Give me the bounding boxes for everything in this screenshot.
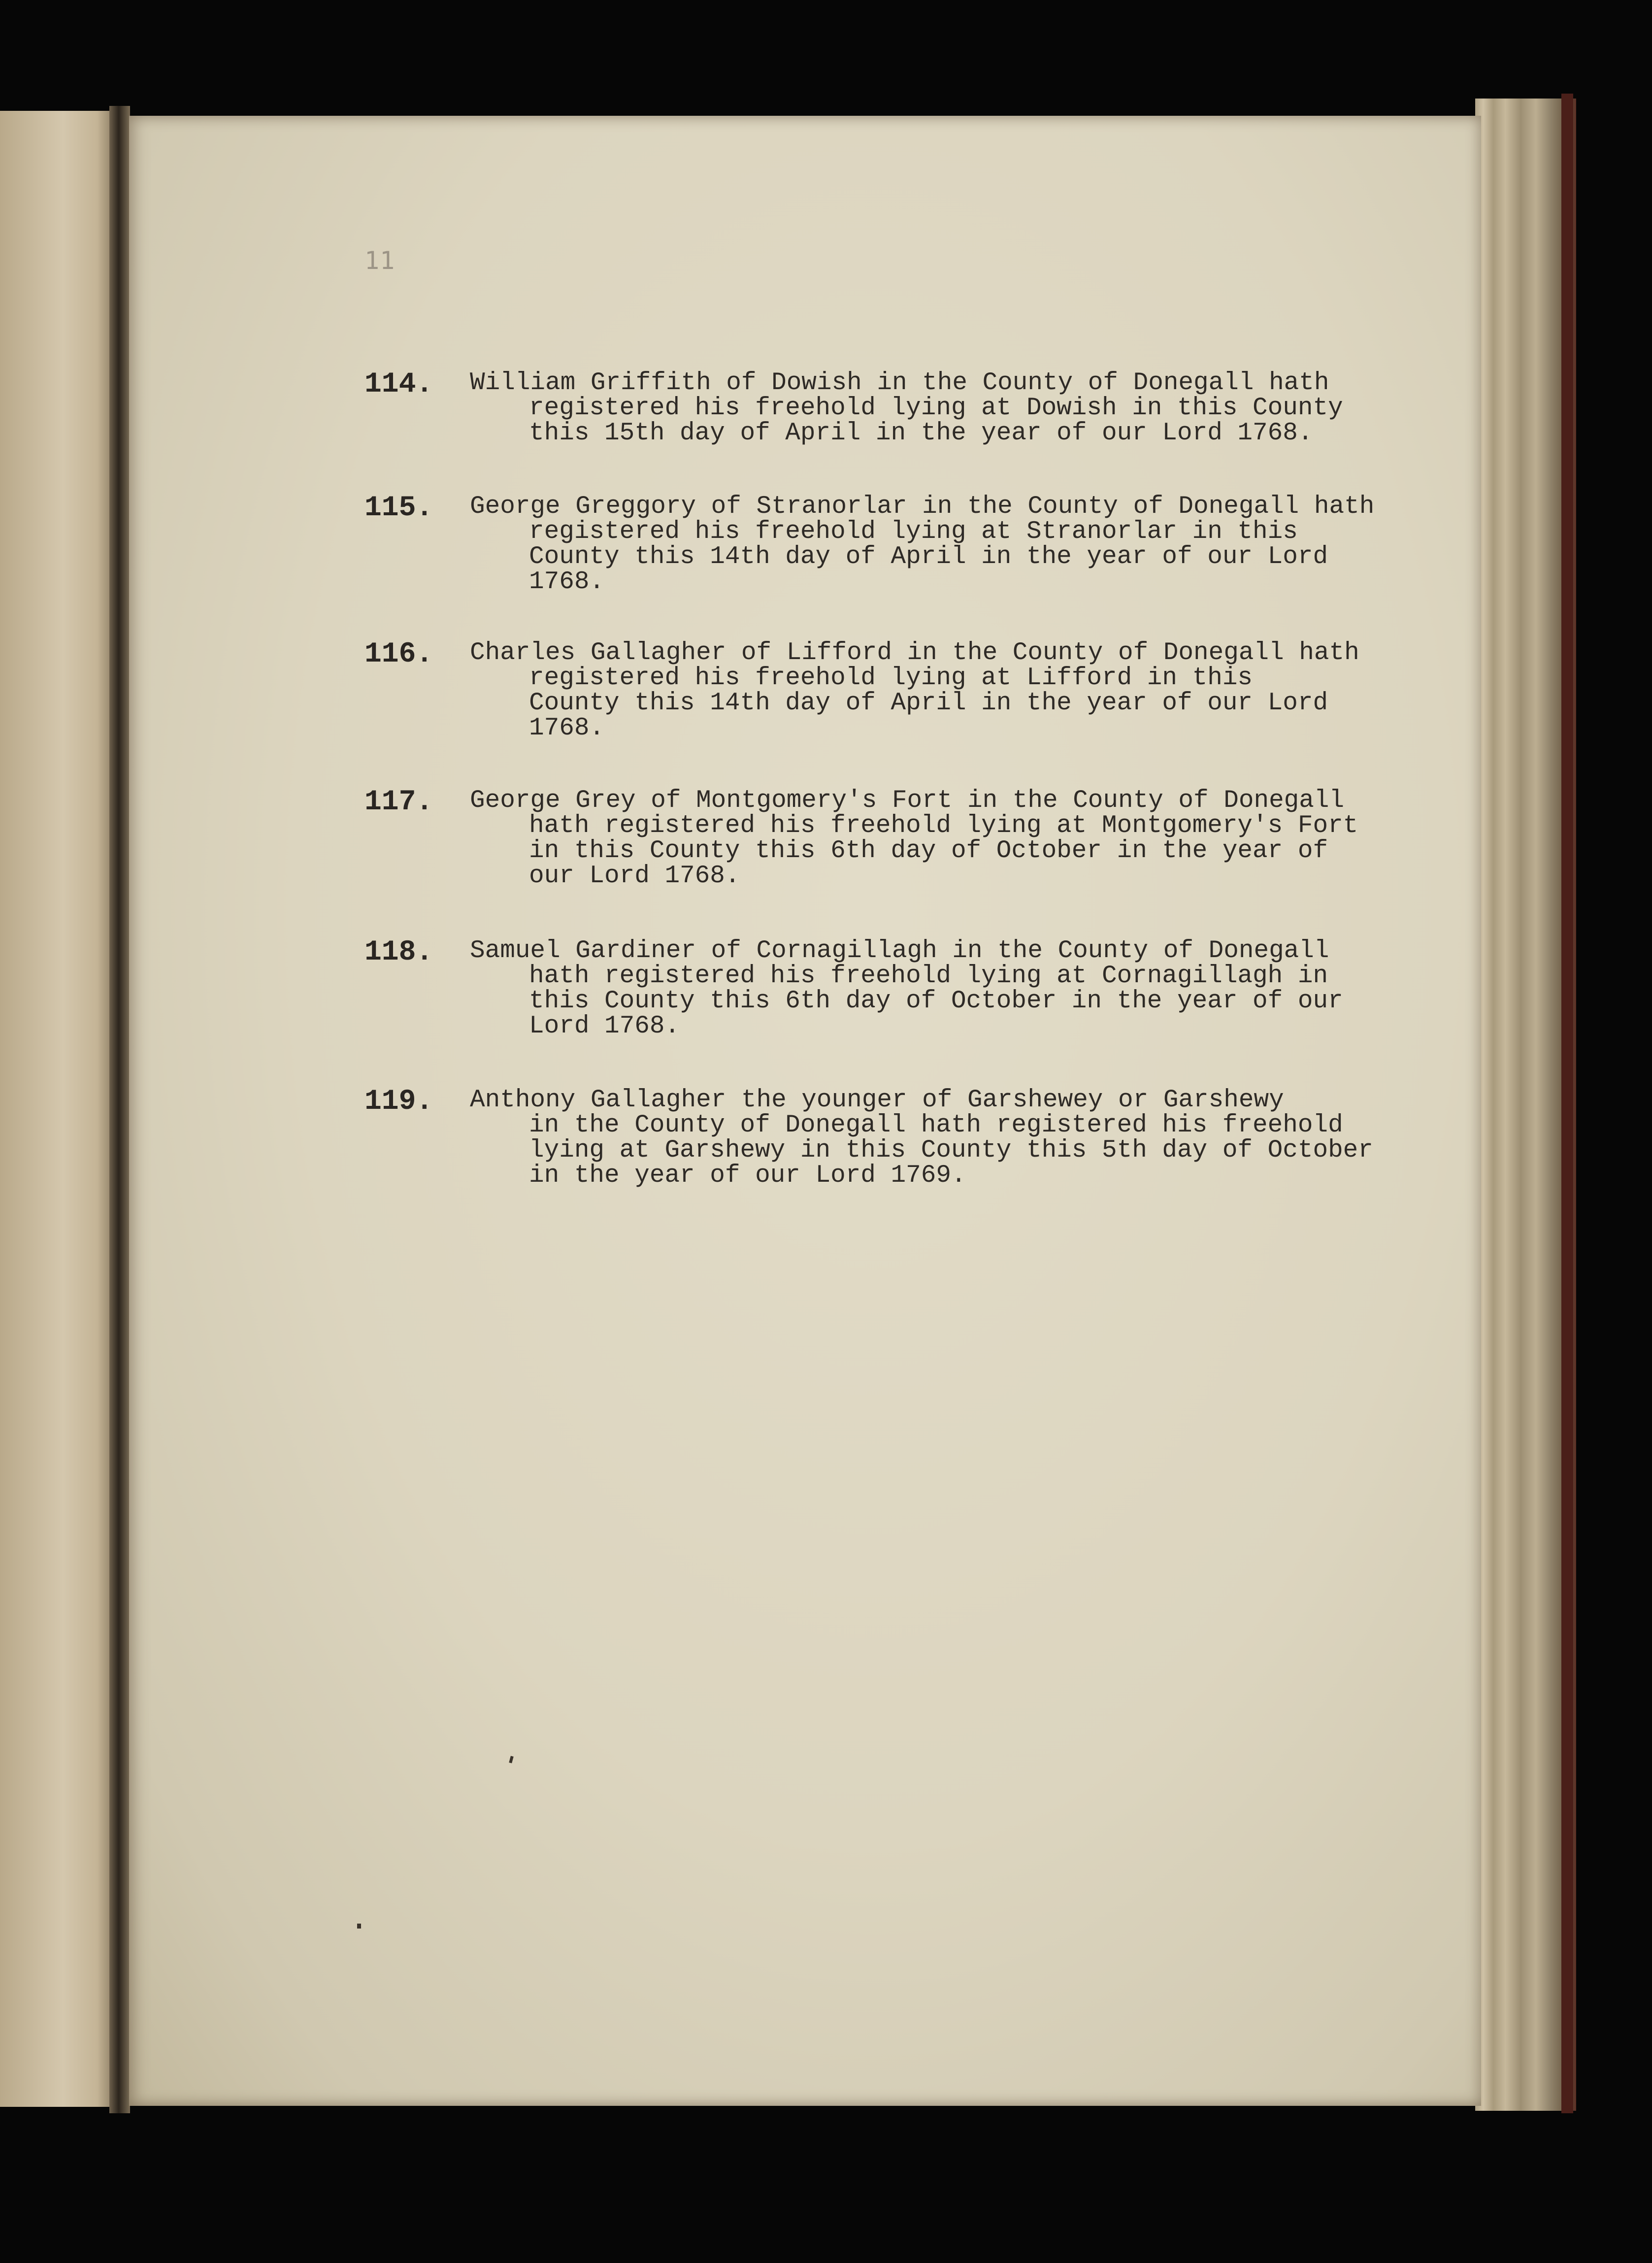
entry-line: this County this 6th day of October in the year of our <box>529 987 1343 1015</box>
entry-line: 1768. <box>529 714 605 742</box>
entry-line: hath registered his freehold lying at Cornagillagh in <box>529 962 1328 990</box>
entry-line: County this 14th day of April in the year of our Lord <box>529 689 1328 717</box>
left-page-edge <box>0 111 114 2107</box>
entry-line: 1768. <box>529 568 605 596</box>
entry-line: Samuel Gardiner of Cornagillagh in the County of Donegall <box>470 937 1329 965</box>
entry-number: 118. <box>364 936 433 968</box>
entry-text <box>470 1088 1416 1188</box>
entry-line: lying at Garshewy in this County this 5th day of October <box>529 1136 1373 1165</box>
entry-number: 117. <box>364 786 433 818</box>
entry-text <box>470 494 1416 595</box>
entry-line: registered his freehold lying at Lifford in this <box>529 664 1253 692</box>
entry-line: hath registered his freehold lying at Montgomery's Fort <box>529 812 1358 840</box>
entry-line: registered his freehold lying at Dowish in this County <box>529 394 1343 422</box>
entry-text <box>470 788 1416 889</box>
entry-line: our Lord 1768. <box>529 862 740 890</box>
entry-number: 116. <box>364 638 433 670</box>
entry-line: in the County of Donegall hath registered his freehold <box>529 1111 1343 1139</box>
entry-line: George Greggory of Stranorlar in the County of Donegall hath <box>470 493 1375 521</box>
entry-line: Anthony Gallagher the younger of Garshewey or Garshewy <box>470 1086 1284 1114</box>
entry-line: County this 14th day of April in the year of our Lord <box>529 543 1328 571</box>
entry-line: Lord 1768. <box>529 1012 680 1040</box>
entry-line: Charles Gallagher of Lifford in the County of Donegall hath <box>470 639 1359 667</box>
entry-number: 115. <box>364 492 433 524</box>
entry-line: in the year of our Lord 1769. <box>529 1162 966 1190</box>
entry-text <box>470 938 1416 1039</box>
cover-edge <box>1561 94 1573 2113</box>
entry-line: George Grey of Montgomery's Fort in the County of Donegall <box>470 787 1345 815</box>
entry-text <box>470 640 1416 741</box>
book-gutter <box>109 106 130 2113</box>
folio-number: 11 <box>364 246 396 275</box>
entry-number: 114. <box>364 368 433 400</box>
ink-speck <box>357 1924 361 1929</box>
entry-text <box>470 370 1416 446</box>
entry-line: this 15th day of April in the year of our Lord 1768. <box>529 419 1313 447</box>
entry-line: in this County this 6th day of October in the year of <box>529 837 1328 865</box>
entry-line: William Griffith of Dowish in the County of Donegall hath <box>470 369 1329 397</box>
entry-line: registered his freehold lying at Stranorlar in this <box>529 518 1298 546</box>
entry-number: 119. <box>364 1086 433 1118</box>
